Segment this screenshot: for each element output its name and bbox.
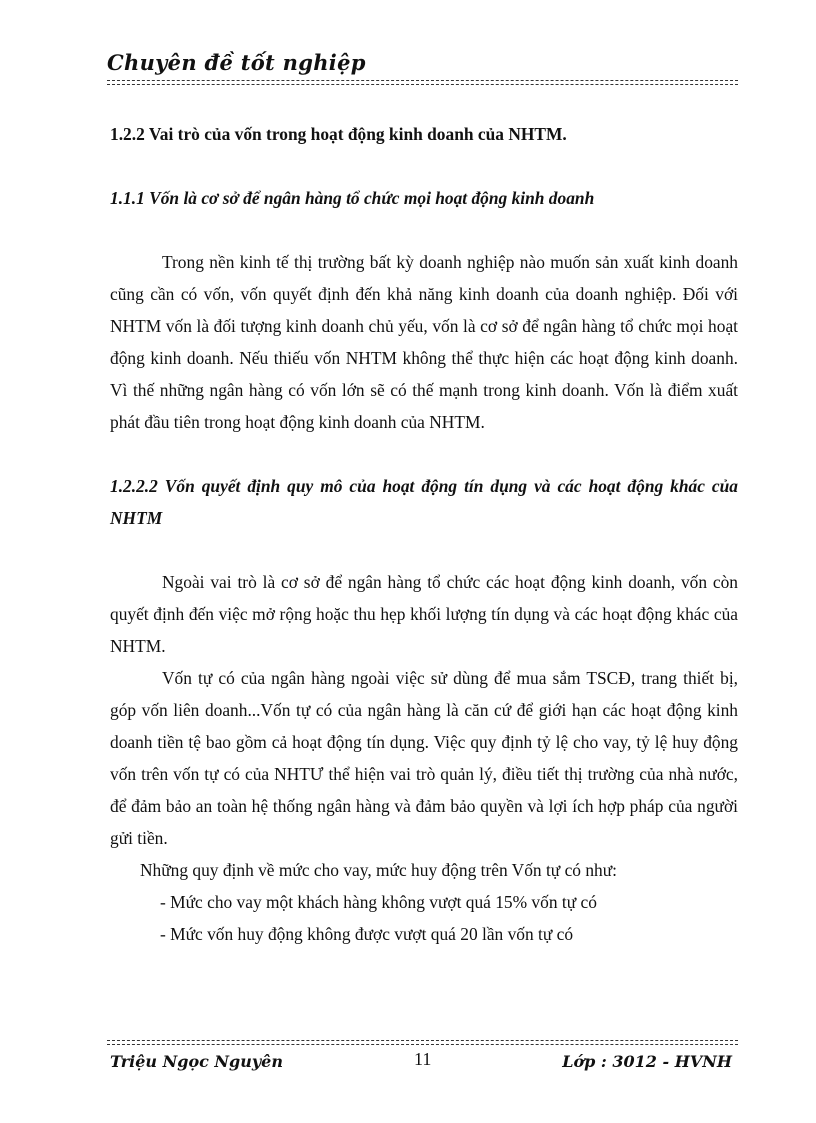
subsection-1-paragraph: Trong nền kinh tế thị trường bất kỳ doanh nghiệp nào muốn sản xuất kinh doanh cũng cần có vốn, vốn quyết định đến khả năng kinh doanh của doanh nghiệp. Đối với NHTM vốn là đối tượng kinh doanh chủ yếu, vốn là cơ sở để ngân hàng tổ chức mọi hoạt động kinh doanh. Nếu thiếu vốn NHTM không thể thực hiện các hoạt động kinh doanh. Vì thế những ngân hàng có vốn lớn sẽ có thế mạnh trong kinh doanh. Vốn là điểm xuất phát đầu tiên trong hoạt động kinh doanh của NHTM.	[110, 252, 738, 432]
footer-class: Lớp : 3012 - HVNH	[562, 1052, 732, 1071]
subsection-2-paragraph-2: Vốn tự có của ngân hàng ngoài việc sử dùng để mua sắm TSCĐ, trang thiết bị, góp vốn liên doanh...Vốn tự có của ngân hàng là căn cứ để giới hạn các hoạt động kinh doanh tiền tệ bao gồm cả hoạt động tín dụng. Việc quy định tỷ lệ cho vay, tỷ lệ huy động vốn trên vốn tự có của NHTƯ thể hiện vai trò quản lý, điều tiết thị trường của nhà nước, để đảm bảo an toàn hệ thống ngân hàng và đảm bảo quyền và lợi ích hợp pháp của người gửi tiền.	[110, 668, 738, 848]
page-header-title: Chuyên đề tốt nghiệp	[107, 50, 366, 75]
footer-divider	[107, 1044, 738, 1045]
list-item: - Mức vốn huy động không được vượt quá 20 lần vốn tự có	[160, 924, 574, 944]
footer-divider	[107, 1040, 738, 1041]
list-intro: Những quy định về mức cho vay, mức huy động trên Vốn tự có như:	[140, 860, 617, 880]
list-item: - Mức cho vay một khách hàng không vượt quá 15% vốn tự có	[160, 892, 597, 912]
subsection-2-paragraph-1: Ngoài vai trò là cơ sở để ngân hàng tổ chức các hoạt động kinh doanh, vốn còn quyết định đến việc mở rộng hoặc thu hẹp khối lượng tín dụng và các hoạt động khác của NHTM.	[110, 572, 738, 656]
document-body	[110, 118, 738, 950]
footer-author: Triệu Ngọc Nguyên	[110, 1052, 283, 1071]
subsection-1-heading: 1.1.1 Vốn là cơ sở để ngân hàng tổ chức mọi hoạt động kinh doanh	[110, 188, 595, 208]
header-divider	[107, 80, 738, 81]
section-heading: 1.2.2 Vai trò của vốn trong hoạt động kinh doanh của NHTM.	[110, 124, 567, 144]
header-divider	[107, 84, 738, 85]
page-number: 11	[414, 1049, 432, 1069]
subsection-2-heading: 1.2.2.2 Vốn quyết định quy mô của hoạt động tín dụng và các hoạt động khác của NHTM	[110, 476, 738, 528]
